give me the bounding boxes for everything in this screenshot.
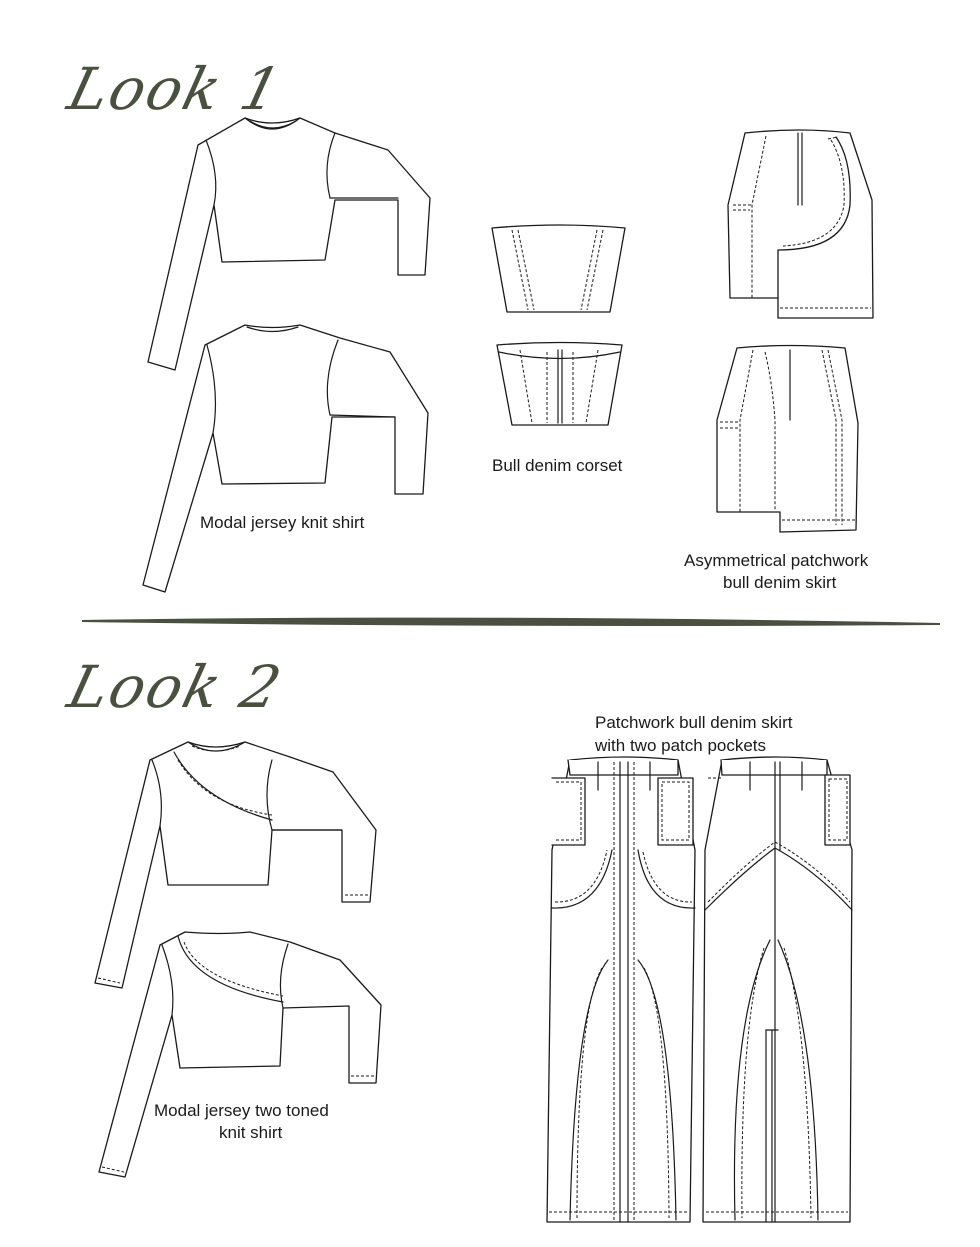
look2-bottom-label-line1: Patchwork bull denim skirt bbox=[595, 713, 793, 732]
look1-skirt-label-line1: Asymmetrical patchwork bbox=[684, 551, 869, 570]
look1-skirt-back-sketch bbox=[717, 346, 858, 533]
section-divider bbox=[82, 619, 940, 625]
look2-long-skirt-front-sketch bbox=[547, 757, 695, 1222]
look1-corset-front-sketch bbox=[492, 225, 625, 312]
look1-corset-back-sketch bbox=[497, 343, 622, 426]
look2-shirt-label-line1: Modal jersey two toned bbox=[154, 1101, 329, 1120]
look1-skirt-front-sketch bbox=[728, 130, 873, 318]
look2-bottom-label-line2: with two patch pockets bbox=[595, 736, 767, 755]
look1-corset-label: Bull denim corset bbox=[492, 456, 623, 475]
look2-title: Look 2 bbox=[61, 653, 290, 721]
look1-title: Look 1 bbox=[61, 55, 290, 123]
look1-shirt-label: Modal jersey knit shirt bbox=[200, 513, 365, 532]
look2-long-skirt-back-sketch bbox=[703, 757, 852, 1222]
look1-skirt-label-line2: bull denim skirt bbox=[723, 573, 837, 592]
look1-shirt-back-sketch bbox=[143, 325, 428, 592]
look2-shirt-label-line2: knit shirt bbox=[219, 1123, 283, 1142]
